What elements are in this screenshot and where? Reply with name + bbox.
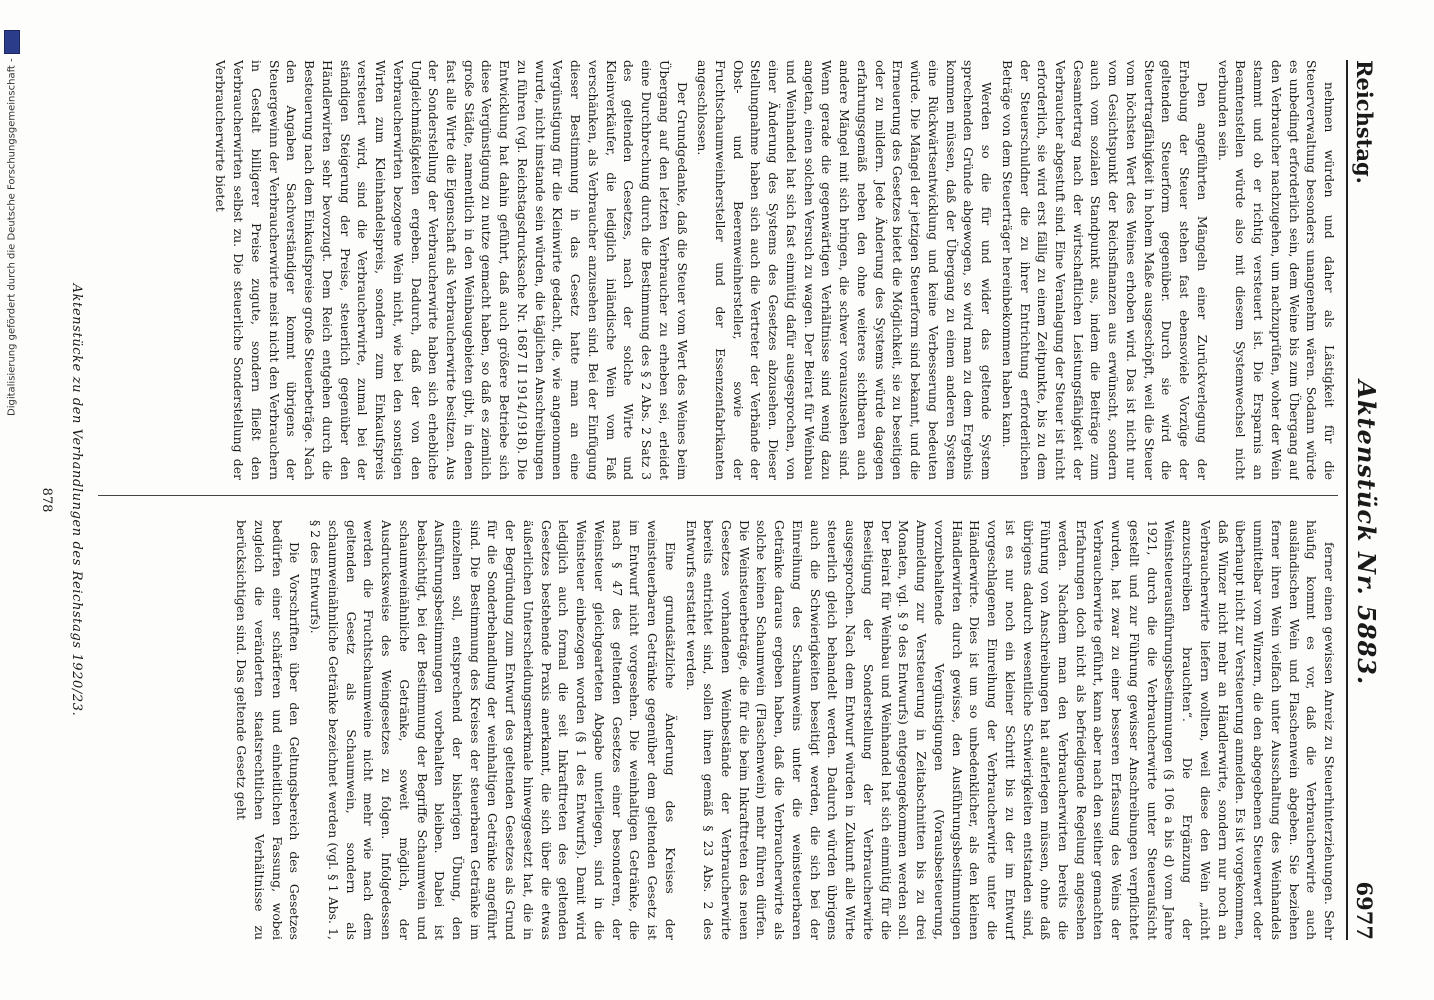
paragraph: Den angeführten Mängeln einer Zurückverlegung der Erhebung der Steuer stehen fast ebensoviele Vorzüge der geltenden Steuerform gegenüber. Durch sie wird die Steuertragfähigkeit in hohem Maße ausgeschöpft, weil die Steuer vom höchsten Wert des Weines erhoben wird. Das ist nicht nur vom Gesichtspunkt der Reichsfinanzen aus erwünscht, sondern auch vom sozialen Standpunkt aus, indem die Beiträge zum Gesamtertrag nach der wirtschaftlichen Leistungsfähigkeit der Verbraucher abgestuft sind. Eine Veranlagung der Steuer ist nicht erforderlich, sie wird erst fällig zu einem Zeitpunkte, bis zu dem der Steuerschuldner die zu ihrer Entrichtung erforderlichen Beträge von dem Steuerträger hereinbekommen haben kann.: [999, 60, 1210, 480]
paragraph: Werden so die für und wider das geltende System sprechenden Gründe abgewogen, so wird man zu dem Ergebnis kommen müssen, daß der Übergang zu einem anderen System eine Rückwärtsentwicklung und keine Verbesserung bedeuten würde. Die Mängel der jetzigen Steuerform sind bekannt, und die Erneuerung des Gesetzes bietet die Möglichkeit, sie zu beseitigen oder zu mildern. Jede Änderung des Systems würde dagegen erfahrungsgemäß neben den ohne weiteres sichtbaren auch andere Mängel mit sich bringen, die schwer vorauszusehen sind. Wenn gerade die gegenwärtigen Verhältnisse sind wenig dazu angetan, einen solchen Versuch zu wagen. Der Beirat für Weinbau und Weinhandel hat sich fast einmütig dafür ausgesprochen, von einer Änderung des Systems des Gesetzes abzusehen. Dieser Stellungnahme haben sich auch die Vertreter der Verbände der Obst- und Beerenweinhersteller, sowie der Fruchtschaumweinhersteller und der Essenzenfabrikanten angeschlossen.: [695, 60, 995, 480]
digitization-credit: [4, 30, 20, 970]
dfg-logo-icon: [4, 30, 20, 54]
header-page-number: 6977: [1352, 881, 1377, 940]
page-header: [1346, 60, 1392, 940]
paragraph: Der Grundgedanke, daß die Steuer vom Wert des Weines beim Übergang auf den letzten Verbraucher zu erheben sei, erleidet eine Durchbrechung durch die Bestimmung des § 2 Abs. 2 Satz 3 des geltenden Gesetzes, nach der solche Wirte und Kleinverkäufer, die lediglich inländische Wein vom Faß verschänken, als Verbraucher anzusehen sind. Bei der Einfügung dieser Bestimmung in das Gesetz hatte man an eine Vergünstigung für die Kleinwirte gedacht, die, wie angenommen wurde, nicht imstande sein würden, die täglichen Anschreibungen zu führen (vgl. Reichstagsdrucksache Nr. 1687 II 1914/1918). Die Entwicklung hat dahin geführt, daß auch größere Betriebe sich diese Vergünstigung zu nutze gemacht haben, so daß es ziemlich große Städte, namentlich in den Weinbaugebieten gibt, in denen fast alle Wirte die Eigenschaft als Verbraucherwirte besitzen. Aus der Sonderstellung der Verbraucherwirte haben sich erhebliche Ungleichmäßigkeiten ergeben. Dadurch, daß der von den Verbraucherwirten bezogene Wein nicht, wie bei den sonstigen Wirten zum Kleinhandelspreis, sondern zum Einkaufspreis versteuert wird, sind die Verbraucherwirte, zumal bei der ständigen Steigerung der Preise, steuerlich gegenüber den Händlerwirten sehr bevorzugt. Dem Reich entgehen durch die Besteuerung nach dem Einkaufspreise große Steuerbeträge. Nach den Angaben Sachverständiger kommt übrigens der Steuergewinn der Verbraucherwirte meist nicht den Verbrauchern in Gestalt billigerer Preise zugute, sondern fließt den Verbraucherwirten selbst zu. Die steuerliche Sonderstellung der Verbraucherwirte bietet: [213, 60, 690, 480]
column-divider: [98, 495, 1338, 496]
header-title: Aktenstück Nr. 5883.: [1352, 380, 1381, 686]
paragraph: nehmen würden und daher als Lästigkeit für die Steuerverwaltung besonders unangenehm wären. Sodann würde es unbedingt erforderlich sein, dem Weine bis zum Übergang auf den Verbraucher nachzugehen, um nachzuprüfen, woher der Wein stammt und ob er richtig versteuert ist. Die Ersparnis an Beamtenstellen würde also mit diesem Systemwechsel nicht verbunden sein.: [1215, 60, 1337, 480]
page-reference: 878: [39, 487, 54, 513]
header-left: Reichstag.: [1352, 60, 1377, 184]
paragraph: Eine grundsätzliche Änderung des Kreises der weinsteuerbaren Getränke gegenüber dem geltenden Gesetz ist im Entwurf nicht vorgesehen. Die weinhaltigen Getränke, die nach § 47 des geltenden Gesetzes einer besonderen, der Weinsteuer gleichgearteten Abgabe unterliegen, sind in die Weinsteuer einbezogen worden (§ 1 des Entwurfs). Damit wird lediglich auch formal die seit Inkrafttreten des geltenden Gesetzes bestehende Praxis anerkannt, die sich über die etwas äußerlichen Unterscheidungsmerkmale hinweggesetzt hat, die in der Begründung zum Entwurf des geltenden Gesetzes als Grund für die Sonderbehandlung der weinhaltigen Getränke angeführt sind. Die Bestimmung des Kreises der steuerbaren Getränke im einzelnen soll, entsprechend der bisherigen Übung, den Ausführungsbestimmungen vorbehalten bleiben. Dabei ist beabsichtigt, bei der Bestimmung der Begriffe Schaumwein und schaumweinähnliche Getränke, soweit möglich, der Ausdrucksweise des Weingesetzes zu folgen. Infolgedessen werden die Fruchtschaumweine nicht mehr wie nach dem geltenden Gesetz als Schaumwein, sondern als schaumweinähnliche Getränke bezeichnet werden (vgl. § 1 Abs. 1, § 2 des Entwurfs).: [308, 520, 678, 940]
credit-text: Digitalisierung gefördert durch die Deutsche Forschungsgemeinschaft -: [6, 58, 18, 416]
page-footer: Aktenstücke zu den Verhandlungen des Reichstags 1920/23.: [69, 283, 84, 717]
right-column: [98, 520, 1338, 940]
paragraph: ferner einen gewissen Anreiz zu Steuerhinterziehungen. Sehr häufig kommt es vor, daß die Verbraucherwirte auch ausländischen Wein und Flaschenwein abgeben. Sie beziehen ferner ihren Wein vielfach unter Ausschaltung des Weinhandels unmittelbar vom Winzern, die den abgegebenen Steuerwert oder überhaupt nicht zur Versteuerung anmelden. Es ist vorgekommen, daß Winzer nicht mehr an Händlerwirte, sondern nur noch an Verbraucherwirte liefern wollten, weil diese den Wein „nicht anzuschreiben brauchten“. Die Ergänzung der Weinsteuerausführungsbestimmungen (§ 106 a bis d) vom Jahre 1921, durch die die Verbraucherwirte unter Steueraufsicht gestellt und zur Führung gewisser Anschreibungen verpflichtet wurden, hat zwar zu einer besseren Erfassung des Weins der Verbraucherwirte geführt, kann aber nach den seither gemachten Erfahrungen doch nicht als befriedigende Regelung angesehen werden. Nachdem man den Verbraucherwirten bereits die Führung von Anschreibungen hat auferlegen müssen, ohne daß übrigens dadurch wesentliche Schwierigkeiten entstanden sind, ist es nur noch ein kleiner Schritt bis zu der im Entwurf vorgeschlagenen Einreihung der Verbraucherwirte unter die Händlerwirte. Dies ist um so unbedenklicher, als den kleinen Händlerwirten durch gewisse, den Ausführungsbestimmungen vorzubehaltende Vergünstigungen (Vorausbesteuerung, Anmeldung zur Versteuerung in Zeitabschnitten bis zu drei Monaten, vgl. § 9 des Entwurfs) entgegengekommen werden soll. Der Beirat für Weinbau und Weinhandel hat sich einmütig für die Beseitigung der Sonderstellung der Verbraucherwirte ausgesprochen. Nach dem Entwurf würden in Zukunft alle Wirte steuerlich gleich behandelt werden. Dadurch würden übrigens auch die Schwierigkeiten beseitigt werden, die sich bei der Einreihung des Schaumweins unter die weinsteuerbaren Getränke daraus ergeben haben, daß die Verbraucherwirte als solche keinen Schaumwein (Flaschenwein) mehr führen dürfen. Die Weinsteuerbeträge, die für die beim Inkrafttreten des neuen Gesetzes vorhandenen Weinbestände der Verbraucherwirte bereits entrichtet sind, sollen ihnen gemäß § 23 Abs. 2 des Entwurfs erstattet werden.: [683, 520, 1337, 940]
paragraph: Die Vorschriften über den Geltungsbereich des Gesetzes bedürfen einer schärferen und einheitlichen Fassung, wobei zugleich die veränderten staatsrechtlichen Verhältnisse zu berücksichtigen sind. Das geltende Gesetz geht: [234, 520, 303, 940]
left-column: [98, 60, 1338, 480]
